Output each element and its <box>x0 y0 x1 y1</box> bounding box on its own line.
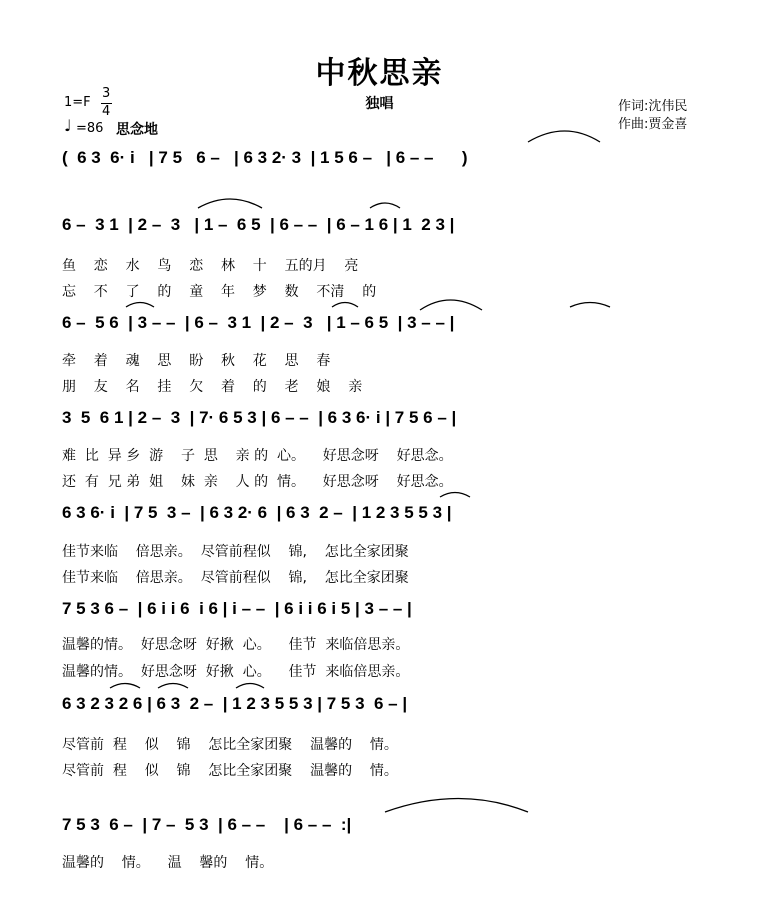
lyric-line-verse1: 温馨的情。 好思念呀 好揪 心。 佳节 来临倍思亲。 <box>62 637 410 653</box>
expression-marking: 思念地 <box>116 122 158 138</box>
notation-row: ( 6 3 6· i | 7 5 6 – | 6 3 2· 3 | 1 5 6 – | 6 – – ) <box>62 148 468 167</box>
notation-row: 6 3 2 3 2 6 | 6 3 2 – | 1 2 3 5 5 3 | 7 5 3 6 – | <box>62 694 408 713</box>
lyric-line-verse1: 温馨的 情。 温 馨的 情。 <box>62 855 274 871</box>
lyric-line-verse1: 佳节来临 倍思亲。 尽管前程似 锦, 怎比全家团聚 <box>62 544 409 560</box>
lyric-line-verse1: 尽管前 程 似 锦 怎比全家团聚 温馨的 情。 <box>62 737 398 753</box>
composer-credit: 作曲:贾金喜 <box>618 117 688 132</box>
lyric-line-verse1: 鱼 恋 水 鸟 恋 林 十 五的月 亮 <box>62 258 359 274</box>
lyric-line-verse2: 温馨的情。 好思念呀 好揪 心。 佳节 来临倍思亲。 <box>62 664 410 680</box>
song-title: 中秋思亲 <box>315 56 444 91</box>
time-signature-top: 3 <box>102 86 111 101</box>
notation-row: 6 – 3 1 | 2 – 3 | 1 – 6 5 | 6 – – | 6 – 1 6 | 1 2 3 | <box>62 215 455 234</box>
notation-row: 6 3 6· i | 7 5 3 – | 6 3 2· 6 | 6 3 2 – | 1 2 3 5 5 3 | <box>62 503 452 522</box>
lyricist-credit: 作词:沈伟民 <box>618 99 688 114</box>
lyric-line-verse2: 佳节来临 倍思亲。 尽管前程似 锦, 怎比全家团聚 <box>62 570 409 586</box>
key-signature: 1=F <box>64 95 91 110</box>
notation-row: 6 – 5 6 | 3 – – | 6 – 3 1 | 2 – 3 | 1 – 6 5 | 3 – – | <box>62 313 455 332</box>
notation-row: 7 5 3 6 – | 7 – 5 3 | 6 – – | 6 – – :| <box>62 815 352 834</box>
notation-row: 3 5 6 1 | 2 – 3 | 7· 6 5 3 | 6 – – | 6 3 6· i | 7 5 6 – | <box>62 408 457 427</box>
lyric-line-verse2: 忘 不 了 的 童 年 梦 数 不清 的 <box>62 284 377 300</box>
time-signature-bottom: 4 <box>102 104 111 119</box>
lyric-line-verse1: 难 比 异 乡 游 子 思 亲 的 心。 好思念呀 好思念。 <box>62 448 453 464</box>
performance-type: 独唱 <box>365 96 394 112</box>
tempo-marking: =86 <box>76 121 104 136</box>
notation-row: 7 5 3 6 – | 6 i i 6 i 6 | i – – | 6 i i 6 i 5 | 3 – – | <box>62 599 412 618</box>
lyric-line-verse2: 还 有 兄 弟 姐 妹 亲 人 的 情。 好思念呀 好思念。 <box>62 474 453 490</box>
lyric-line-verse2: 尽管前 程 似 锦 怎比全家团聚 温馨的 情。 <box>62 763 398 779</box>
lyric-line-verse2: 朋 友 名 挂 欠 着 的 老 娘 亲 <box>62 379 363 395</box>
quarter-note-icon: ♩ <box>64 116 72 135</box>
lyric-line-verse1: 牵 着 魂 思 盼 秋 花 思 春 <box>62 353 331 369</box>
